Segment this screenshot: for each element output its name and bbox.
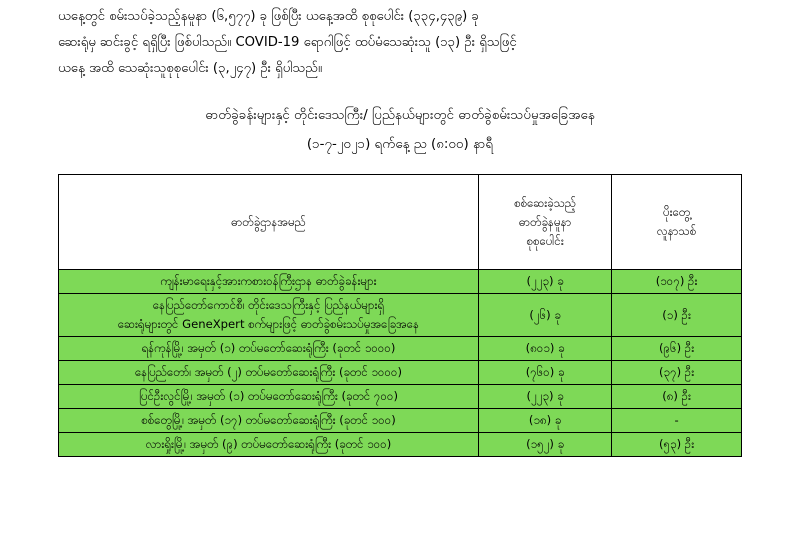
section-heading [58, 102, 742, 158]
column-header-positives-line2: လူနာသစ် [656, 224, 697, 238]
cell-samples: (၂၂၃) ခု [479, 385, 612, 409]
column-header-positives-line1: ပိုးတွေ့ [663, 205, 691, 219]
cell-lab-name: ကျန်းမာရေးနှင့်အားကစားဝန်ကြီးဌာန ဓာတ်ခွဲခန်းများ [59, 270, 479, 294]
intro-paragraph [58, 4, 742, 82]
cell-lab-name: စစ်တွေမြို့၊ အမှတ် (၁၇) တပ်မတော်ဆေးရုံကြီး (ခုတင် ၁၀၀) [59, 409, 479, 433]
cell-positives: (၁၀၇) ဦး [612, 270, 742, 294]
column-header-samples-line2: ဓာတ်ခွဲနမူနာ [518, 214, 572, 229]
cell-lab-name: လားရှိုးမြို့၊ အမှတ် (၉) တပ်မတော်ဆေးရုံကြီး (ခုတင် ၁၀၀) [59, 433, 479, 457]
cell-lab-name: နေပြည်တော်၊ အမှတ် (၂) တပ်မတော်ဆေးရုံကြီး (ခုတင် ၁၀၀၀) [59, 361, 479, 385]
column-header-positives [612, 175, 742, 270]
cell-samples: (၂၂၃) ခု [479, 270, 612, 294]
cell-positives: (၃၇) ဦး [612, 361, 742, 385]
intro-line-3-text: ယနေ့ အထိ သေဆုံးသူစုစုပေါင်း (၃,၂၄၇) ဦး ရှိပါသည်။ [58, 61, 323, 76]
column-header-lab-name: ဓာတ်ခွဲဌာနအမည် [59, 175, 479, 270]
table-header-row [59, 175, 742, 270]
table-row [59, 409, 742, 433]
cell-positives: (၉၆) ဦး [612, 337, 742, 361]
cell-samples: (၈၀၁) ခု [479, 337, 612, 361]
cell-samples: (၇၆၀) ခု [479, 361, 612, 385]
cell-positives: (၁) ဦး [612, 294, 742, 337]
table-row [59, 270, 742, 294]
table-row [59, 361, 742, 385]
document-page [0, 4, 800, 554]
table-row [59, 385, 742, 409]
cell-lab-name [59, 294, 479, 337]
cell-samples: (၁၈) ခု [479, 409, 612, 433]
heading-subtitle: (၁-၇-၂၀၂၁) ရက်နေ့ ည (၈:၀၀) နာရီ [306, 137, 494, 152]
intro-line-3 [58, 56, 742, 82]
lab-results-table [58, 174, 742, 457]
column-header-samples-line3: စုစုပေါင်း [526, 233, 564, 248]
intro-line-1 [58, 4, 742, 30]
cell-samples: (၂၆) ခု [479, 294, 612, 337]
table-row [59, 433, 742, 457]
table-row [59, 294, 742, 337]
cell-lab-name-line1: နေပြည်တော်ကောင်စီ၊ တိုင်းဒေသကြီးနှင့် ပြည်နယ်များရှိ [152, 298, 385, 312]
cell-lab-name: ရန်ကုန်မြို့၊ အမှတ် (၁) တပ်မတော်ဆေးရုံကြီး (ခုတင် ၁၀၀၀) [59, 337, 479, 361]
cell-positives: (၈) ဦး [612, 385, 742, 409]
cell-samples: (၁၅၂) ခု [479, 433, 612, 457]
heading-title: ဓာတ်ခွဲခန်းများနှင့် တိုင်းဒေသကြီး/ ပြည်နယ်များတွင် ဓာတ်ခွဲစမ်းသပ်မှုအခြေအနေ [205, 108, 595, 123]
cell-lab-name-line2: ဆေးရုံများတွင် GeneXpert စက်များဖြင့် ဓာတ်ခွဲစမ်းသပ်မှုအခြေအနေ [117, 317, 420, 331]
table-row [59, 337, 742, 361]
cell-positives: (၅၃) ဦး [612, 433, 742, 457]
column-header-samples-line1: စစ်ဆေးခဲ့သည့် [514, 195, 577, 210]
cell-positives: - [612, 409, 742, 433]
intro-line-1-text: ယနေ့တွင် စမ်းသပ်ခဲ့သည့်နမူနာ (၆,၅၇၇) ခု ဖြစ်ပြီး ယနေ့အထိ စုစုပေါင်း (၃၃၄,၄၃၉) ခု [58, 9, 479, 24]
intro-line-2 [58, 30, 742, 56]
intro-line-2-text: ဆေးရုံမှ ဆင်းခွင့် ရရှိပြီး ဖြစ်ပါသည်။ COVID-19 ရောဂါဖြင့် ထပ်မံသေဆုံးသူ (၁၃) ဦး ရှိသဖြင့် [58, 35, 517, 50]
column-header-samples [479, 175, 612, 270]
cell-lab-name: ပြင်ဦးလွင်မြို့၊ အမှတ် (၁) တပ်မတော်ဆေးရုံကြီး (ခုတင် ၇၀၀) [59, 385, 479, 409]
